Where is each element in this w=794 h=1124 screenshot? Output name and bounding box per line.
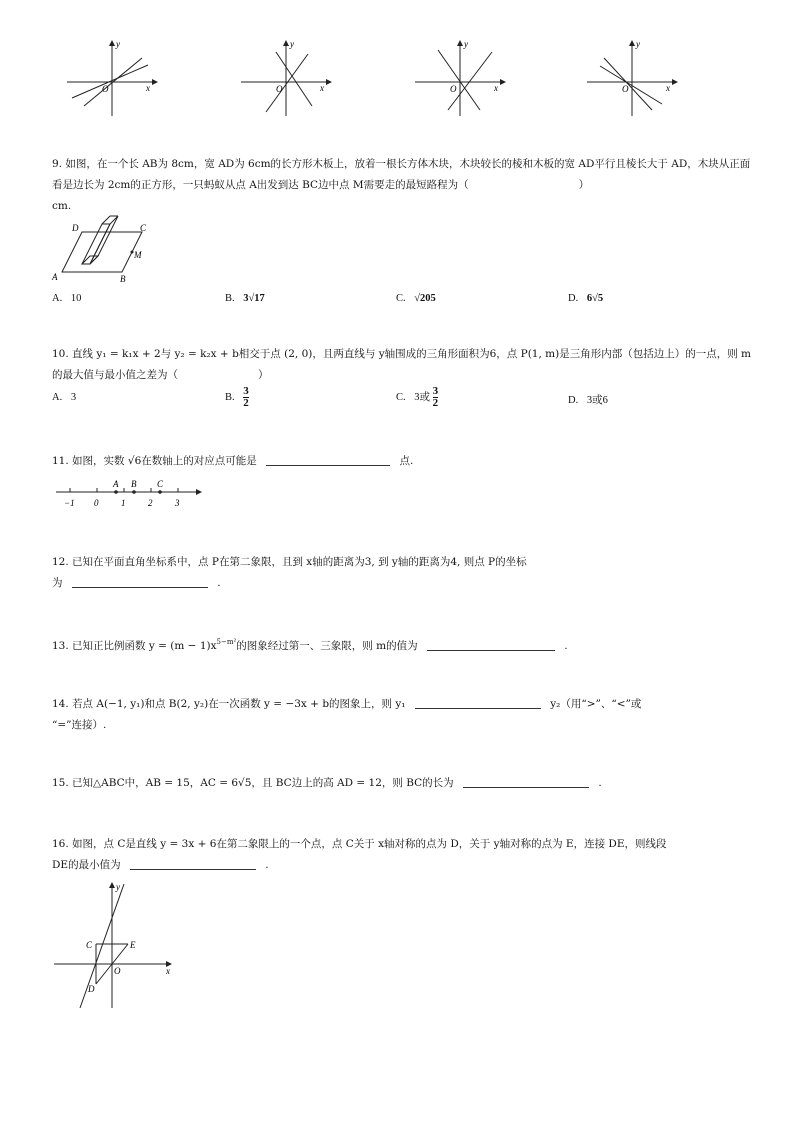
label-D: D [88,984,95,994]
option-fraction [433,386,439,409]
q10-option-c[interactable] [396,386,438,409]
label-C: C [86,940,93,950]
suffix: . [265,859,269,871]
fraction-denominator: 2 [243,397,249,409]
option-value: 3√17 [243,293,265,304]
question-12 [52,552,752,594]
point-C: C [157,479,164,489]
tick-label: 2 [148,498,153,508]
question-text: 已知△ABC中，AB = 15，AC = 6√5，且 BC边上的高 AD = 12，则 BC的长为 [72,777,454,789]
q10-option-d[interactable] [568,392,608,407]
line2-text: DE的最小值为 [52,859,121,871]
axis-y-label: y [116,39,120,49]
point-A: A [113,479,119,489]
suffix: . [217,577,221,589]
axis-x-label: x [146,83,150,93]
question-number: 10. [52,348,69,360]
axis-x-label: x [666,83,670,93]
option-value: 3或6 [586,395,608,406]
answer-blank[interactable] [130,857,256,870]
answer-blank[interactable] [415,696,541,709]
tick-label: 3 [175,498,180,508]
question-10 [52,344,752,386]
unit-text: cm. [52,200,72,212]
point-B: B [131,479,137,489]
option-value: √205 [414,293,436,304]
fraction-denominator: 2 [432,397,439,409]
answer-blank[interactable] [266,453,390,466]
question-text: 已知在平面直角坐标系中，点 P在第二象限，且到 x轴的距离为3, 到 y轴的距离为4, 则点 P的坐标 [72,556,527,568]
q9-option-a[interactable] [52,293,81,304]
question-text: 若点 A(−1, y₁)和点 B(2, y₂)在一次函数 y = −3x + b的图象上，则 y₁ [72,698,406,710]
option-value: 10 [70,293,82,304]
question-text: 直线 y₁ = k₁x + 2与 y₂ = k₂x + b相交于点 (2, 0)，且两直线与 y轴围成的三角形面积为6，点 P(1, m)是三角形内部（包括边上）的一点，则 m的最大值与最小值之差为（ [52,348,752,381]
axis-x-label: x [166,966,170,976]
question-text-after: y₂（用“>”、“<”或 [550,698,642,710]
option-value: 3 [70,392,77,403]
question-number: 12. [52,556,69,568]
option-letter: B. [225,391,235,403]
line2-text: “=”连接）. [52,719,107,731]
graph-option-4 [582,38,682,118]
axis-x-label: x [320,83,324,93]
fraction-numerator: 3 [243,385,249,397]
answer-blank[interactable] [72,575,208,588]
option-letter: B. [225,293,235,304]
question-9 [52,154,752,217]
axis-x-label: x [494,83,498,93]
q10-option-b[interactable] [225,386,249,409]
question-16 [52,834,752,876]
question-text: 已知正比例函数 y = (m − 1)x [72,640,217,652]
question-text: 如图，在一个长 AB为 8cm，宽 AD为 6cm的长方形木板上，放着一根长方体木块，木块较长的棱和木板的宽 AD平行且棱长大于 AD，木块从正面看是边长为 2cm的正方形，一只蚂蚁从点 A出发到达 BC边中点 M需要走的最短路程为（ [52,158,751,191]
axis-y-label: y [464,39,468,49]
close-paren: ） [258,369,269,381]
label-C: C [140,223,147,233]
question-number: 11. [52,455,69,467]
q10-option-a[interactable] [52,392,76,403]
label-B: B [120,274,126,284]
option-letter: C. [396,391,406,403]
option-letter: D. [568,395,579,406]
suffix: . [564,640,568,652]
axis-y-label: y [636,39,640,49]
question-number: 14. [52,698,69,710]
question-number: 13. [52,640,69,652]
origin-label: O [622,84,629,94]
label-E: E [130,940,136,950]
option-letter: D. [568,293,579,304]
question-text: 的图象经过第一、三象限，则 m的值为 [236,640,418,652]
option-letter: C. [396,293,406,304]
graph-option-3 [410,38,510,118]
suffix: . [598,777,602,789]
label-M: M [134,250,142,260]
option-letter: A. [52,392,63,403]
q16-figure [52,880,182,1010]
origin-label: O [114,966,121,976]
origin-label: O [276,84,283,94]
question-14 [52,694,752,736]
question-15 [52,773,752,794]
q9-figure [52,222,172,292]
graph-option-2 [236,38,336,118]
question-13 [52,632,752,657]
number-line [52,476,212,510]
option-prefix: 3或 [414,391,431,403]
q9-option-d[interactable] [568,293,603,304]
option-fraction [243,386,249,409]
fraction-numerator: 3 [432,385,439,397]
question-number: 16. [52,838,69,850]
axis-y-label: y [290,39,294,49]
axis-y-label: y [116,882,120,892]
origin-label: O [102,84,109,94]
question-text: 如图，实数 √6在数轴上的对应点可能是 [72,455,257,467]
question-number: 9. [52,158,63,170]
line2-text: 为 [52,577,63,589]
tick-label: −1 [64,498,75,508]
tick-label: 0 [94,498,99,508]
option-letter: A. [52,293,63,304]
exponent: 5−m² [216,638,237,646]
question-number: 15. [52,777,69,789]
suffix: 点. [399,455,414,467]
answer-blank[interactable] [427,638,555,651]
label-D: D [72,223,79,233]
answer-blank[interactable] [463,775,589,788]
question-text: 如图，点 C是直线 y = 3x + 6在第二象限上的一个点，点 C关于 x轴对称的点为 D，关于 y轴对称的点为 E，连接 DE，则线段 [72,838,667,850]
q9-option-c[interactable] [396,293,436,304]
tick-label: 1 [121,498,126,508]
question-11 [52,451,752,472]
close-paren: ） [578,179,590,191]
q9-option-b[interactable] [225,293,265,304]
graph-option-1 [62,38,162,118]
label-A: A [52,272,58,282]
origin-label: O [450,84,457,94]
option-value: 6√5 [586,293,604,304]
